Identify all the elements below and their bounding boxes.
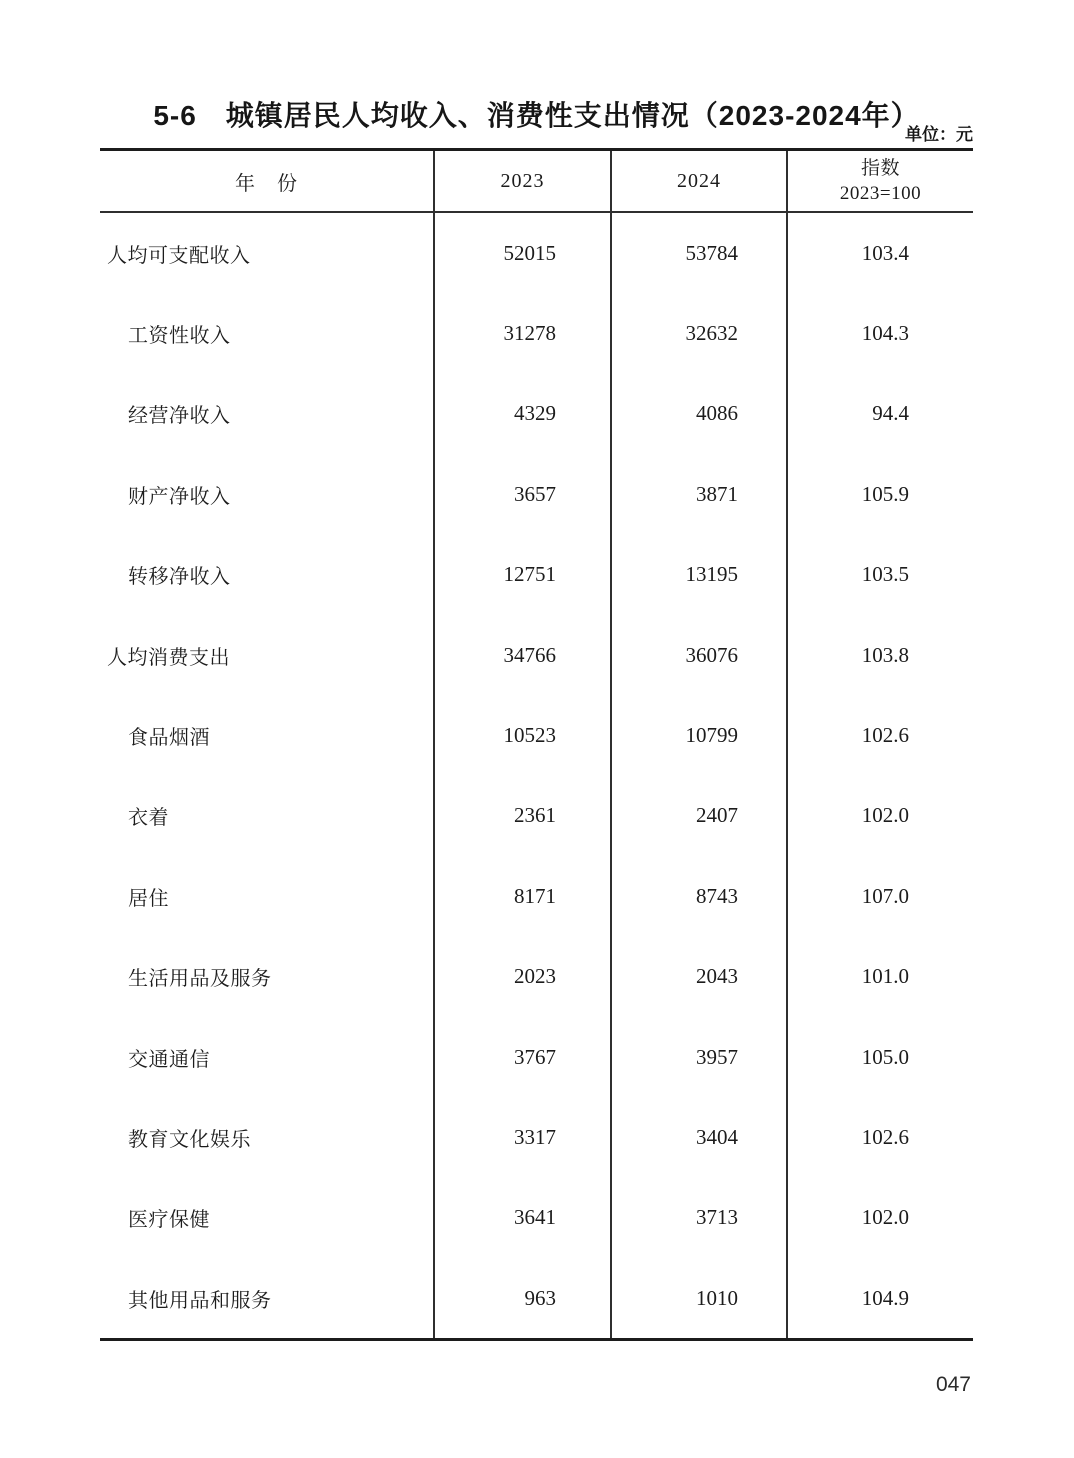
value-index: 102.6 bbox=[861, 723, 909, 748]
table-row bbox=[100, 293, 973, 373]
data-table bbox=[100, 148, 973, 1341]
row-label: 衣着 bbox=[100, 776, 435, 856]
value-2024: 8743 bbox=[612, 856, 788, 936]
value-2024: 4086 bbox=[612, 374, 788, 454]
table-row bbox=[100, 615, 973, 695]
row-label: 人均可支配收入 bbox=[100, 213, 435, 293]
value-2024: 1010 bbox=[612, 1258, 788, 1338]
value-index: 104.9 bbox=[861, 1285, 909, 1310]
value-2024: 3404 bbox=[612, 1097, 788, 1177]
header-2024: 2024 bbox=[612, 151, 788, 211]
page-header bbox=[100, 0, 973, 148]
value-2024: 10799 bbox=[612, 695, 788, 775]
row-label: 生活用品及服务 bbox=[100, 937, 435, 1017]
table-row bbox=[100, 454, 973, 534]
page-number: 047 bbox=[935, 1373, 971, 1397]
value-index: 103.8 bbox=[861, 642, 909, 667]
row-label: 居住 bbox=[100, 856, 435, 936]
table-row bbox=[100, 937, 973, 1017]
value-index: 103.4 bbox=[861, 240, 909, 265]
row-label: 转移净收入 bbox=[100, 535, 435, 615]
table-row bbox=[100, 213, 973, 293]
table-row bbox=[100, 1258, 973, 1338]
value-2024: 53784 bbox=[612, 213, 788, 293]
row-label: 交通通信 bbox=[100, 1017, 435, 1097]
value-2023: 31278 bbox=[435, 293, 612, 373]
value-2024: 32632 bbox=[612, 293, 788, 373]
value-index: 102.0 bbox=[861, 1205, 909, 1230]
value-index: 107.0 bbox=[861, 883, 909, 908]
row-label: 其他用品和服务 bbox=[100, 1258, 435, 1338]
value-2023: 3657 bbox=[435, 454, 612, 534]
page-title: 5-6 城镇居民人均收入、消费性支出情况（2023-2024年） bbox=[153, 100, 920, 131]
value-2023: 3767 bbox=[435, 1017, 612, 1097]
value-index: 101.0 bbox=[861, 964, 909, 989]
table-row bbox=[100, 535, 973, 615]
table-row bbox=[100, 856, 973, 936]
value-2024: 3871 bbox=[612, 454, 788, 534]
table-row bbox=[100, 695, 973, 775]
page-content bbox=[100, 0, 973, 1397]
value-2024: 3713 bbox=[612, 1178, 788, 1258]
value-index: 103.5 bbox=[861, 562, 909, 587]
table-row bbox=[100, 374, 973, 454]
value-2023: 52015 bbox=[435, 213, 612, 293]
row-label: 医疗保健 bbox=[100, 1178, 435, 1258]
header-index-line1: 指数 bbox=[860, 158, 900, 179]
header-year: 年 份 bbox=[100, 151, 435, 211]
row-label: 教育文化娱乐 bbox=[100, 1097, 435, 1177]
value-2024: 3957 bbox=[612, 1017, 788, 1097]
table-header-row bbox=[100, 151, 973, 213]
value-index: 102.0 bbox=[861, 803, 909, 828]
table-row bbox=[100, 1097, 973, 1177]
row-label: 财产净收入 bbox=[100, 454, 435, 534]
value-2023: 8171 bbox=[435, 856, 612, 936]
row-label: 人均消费支出 bbox=[100, 615, 435, 695]
header-index-line2: 2023=100 bbox=[839, 183, 922, 204]
value-index: 105.9 bbox=[861, 481, 909, 506]
value-index: 105.0 bbox=[861, 1044, 909, 1069]
table-row bbox=[100, 1017, 973, 1097]
header-index bbox=[788, 151, 973, 211]
value-2023: 12751 bbox=[435, 535, 612, 615]
header-2023: 2023 bbox=[435, 151, 612, 211]
value-2023: 4329 bbox=[435, 374, 612, 454]
table-row bbox=[100, 776, 973, 856]
value-2024: 13195 bbox=[612, 535, 788, 615]
row-label: 工资性收入 bbox=[100, 293, 435, 373]
unit-label: 单位：元 bbox=[905, 125, 973, 144]
value-2023: 34766 bbox=[435, 615, 612, 695]
value-2024: 2407 bbox=[612, 776, 788, 856]
value-index: 104.3 bbox=[861, 321, 909, 346]
value-2023: 2023 bbox=[435, 937, 612, 1017]
value-2023: 3641 bbox=[435, 1178, 612, 1258]
value-2024: 36076 bbox=[612, 615, 788, 695]
value-2023: 10523 bbox=[435, 695, 612, 775]
row-label: 经营净收入 bbox=[100, 374, 435, 454]
value-index: 94.4 bbox=[872, 401, 909, 426]
row-label: 食品烟酒 bbox=[100, 695, 435, 775]
table-row bbox=[100, 1178, 973, 1258]
table-body bbox=[100, 213, 973, 1338]
value-2024: 2043 bbox=[612, 937, 788, 1017]
value-2023: 2361 bbox=[435, 776, 612, 856]
value-index: 102.6 bbox=[861, 1124, 909, 1149]
value-2023: 963 bbox=[435, 1258, 612, 1338]
value-2023: 3317 bbox=[435, 1097, 612, 1177]
